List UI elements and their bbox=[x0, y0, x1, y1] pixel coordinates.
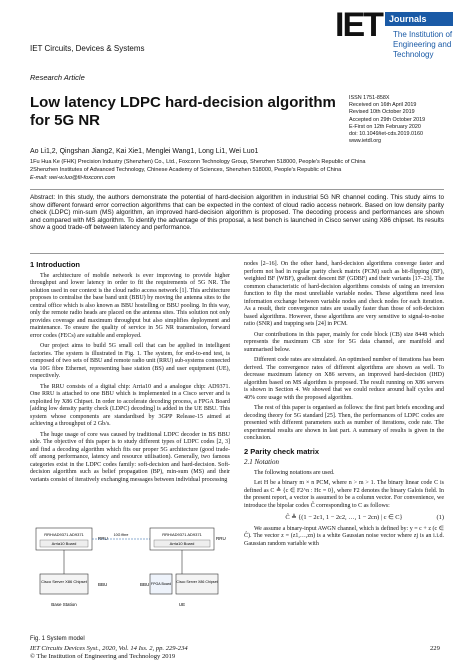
subsection-heading: 2.1 Notation bbox=[244, 458, 280, 466]
paragraph: nodes [2–16]. On the other hand, hard-decision algorithms converge faster and perform not bad in regular parity check matrix (PCM) such as bit-flipping (BF), weighted BF (WBF), gradient descent BF (GDBF) and their variants [17–23]. The common characteristic of hard-decision algorithms consists of using an inversion function to flip the most unreliable variable nodes. These algorithms need less information exchange between variable nodes and check nodes for each iteration. As a result, their convergence rates are usually faster than those of soft-decision based algorithms. However, these algorithms are very sensitive to signal-to-noise ratio (SNR) and trapping sets [24] in PCM. bbox=[244, 261, 444, 327]
bs-board-label: Arria10 Board bbox=[51, 541, 77, 546]
paragraph: The RRU consists of a digital chip: Arria10 and a analogue chip: AD9371. One RRU is attached to one BBU which is implemented in a Cisco server and is exploited by X86 Chipset. In order to accelerate decoding process, a FPGA Board [aiding low density parity check (LDPC) decoding] is added in the UE BBU. This system whose components are standardised by 3GPP Release-15 aimed at achieving a throughput of 2 Gb/s. bbox=[30, 383, 230, 427]
article-type: Research Article bbox=[30, 73, 85, 82]
paragraph: The following notations are used. bbox=[254, 469, 335, 476]
paragraph: Our project aims to build 5G small cell that can be applied in intelligent factories. The system is illustrated in Fig. 1. The system, for end-to-end test, is composed of two sets of BBU and remote radio unit (RRU) sub-systems connected via 10G fibre Ethernet, representing base station (BS) and user equipment (UE), respectively. bbox=[30, 343, 230, 379]
ue-server-label: Cisco Server X86 Chipset bbox=[176, 580, 218, 584]
footer-copyright: © The Institution of Engineering and Technology 2019 bbox=[30, 653, 176, 660]
affiliation: 2Shenzhen Institutes of Advanced Technology, Chinese Academy of Sciences, Shenzhen 518000, People's Republic of China bbox=[30, 166, 342, 173]
bs-server-label: Cisco Server X86 Chipset bbox=[41, 579, 87, 584]
footer-journal: IET Circuits Devices Syst., 2020, Vol. 14 Iss. 2, pp. 229-234 bbox=[30, 645, 188, 652]
bs-rru-label: RRU bbox=[98, 536, 108, 541]
iet-logo bbox=[335, 6, 453, 66]
section-heading: 1 Introduction bbox=[30, 260, 80, 269]
divider bbox=[30, 253, 444, 254]
paragraph: Let H be a binary m × n PCM, where n > m > 1. The binary linear code C is defined as C ≜ {c ∈ F2^n : Hc = 0}, where F2 denotes the binary Galois field. In the present report, a vector is assumed to be a column vector. For convenience, we introduce the bipolar codes Ĉ corresponding to C as follows: bbox=[244, 480, 444, 509]
journal-name: IET Circuits, Devices & Systems bbox=[30, 44, 145, 53]
meta-line: www.ietdl.org bbox=[349, 138, 382, 145]
affiliation: 1Fu Hua Ke (FHK) Precision Industry (Shenzhen) Co., Ltd., Foxconn Technology Group, Shenzhen 518000, People's Republic of China bbox=[30, 159, 366, 165]
email: E-mail: wei-w.luo@fii-foxconn.com bbox=[30, 174, 116, 181]
ue-rrh-label: RRH/AD9371 AD9371 bbox=[162, 532, 202, 537]
paragraph: The architecture of mobile network is ever improving to provide higher throughput and lower latency in order to fit the requirements of 5G NR. The solution used in our context is the cloud radio access network [1]. This architecture proposes to centralise the base band unit (BBU) by moving the antenna sites to the central office which is also known as BBU hostelling or BBU pooling. In this way, only the remote radio heads are placed on the antenna sites. This solution not only provides coverage and maximum throughput but also simplifies deployment and maintenance. To ensure the quality of service in 5G NR transmission, forward error codes (FECs) are suitable and employed. bbox=[30, 272, 230, 339]
meta-line: doi: 10.1049/iet-cds.2019.0160 bbox=[349, 131, 424, 138]
ue-rru-label: RRU bbox=[216, 536, 226, 541]
meta-line: Received on 16th April 2019 bbox=[349, 102, 417, 109]
equation bbox=[244, 514, 444, 522]
article-meta bbox=[349, 95, 425, 145]
divider bbox=[30, 189, 444, 190]
ue-bbu-label: BBU bbox=[140, 582, 150, 587]
affiliations bbox=[30, 159, 450, 182]
meta-line: Revised 10th October 2019 bbox=[349, 109, 415, 116]
paragraph: The huge usage of core was caused by traditional LDPC decoder in BS BBU side. The objective of this paper is to study different types of LDPC codes [2, 3] and find a decoding algorithm which fits our proper 5G architecture (good trade-off among performance, latency and resource utilisation). Generally, two famous categories exist in the LDPC codes family: soft-decision and hard-decision. Soft-decision algorithm such as belief propagation (BP), min-sum (MS) and their variants consist of iteratively exchanging messages between individual processing bbox=[30, 431, 230, 483]
logo-iet-text: IET bbox=[335, 6, 382, 44]
system-model-figure bbox=[30, 522, 230, 632]
author-list: Ao Li1,2, Qingshan Jiang2, Kai Xie1, Menglei Wang1, Long Li1, Wei Luo1 bbox=[30, 148, 259, 155]
abstract: Abstract: In this study, the authors demonstrate the potential of hard-decision algorithm in industrial 5G NR channel coding. This study aims to show different forward error correction algorithms that can be expected in the context of cloud radio access network. Based on low density parity check (LDPC) min-sum (MS) algorithm, an improved hard-decision algorithm is proposed. The decoding process and performances are shown and compared with MS algorithm. To identify the advantage of this proposal, a test bench is launched in Cisco server using X86 chipset. Its results show a good trade-off between latency and performance. bbox=[30, 194, 444, 232]
section-heading: 2 Parity check matrix bbox=[244, 446, 320, 456]
paragraph: The rest of this paper is organised as follows: the first part briefs encoding and decoding theory for 5G standard [25]. Then, the performances of LDPC codes are presented with different parameters such as number of iterations, code rate. The experimental results are shown in last part. A summary of results is given in the conclusion. bbox=[244, 405, 444, 441]
figure-caption: Fig. 1 System model bbox=[30, 636, 85, 642]
bs-rrh-label: RRH/AD9371 AD9371 bbox=[44, 532, 84, 537]
logo-journals-badge: Journals bbox=[385, 12, 453, 26]
ue-fpga-label: FPGA Board bbox=[150, 582, 172, 586]
left-column bbox=[30, 261, 230, 487]
bs-caption-label: Base Station bbox=[51, 602, 77, 607]
ue-board-label: Arria10 Board bbox=[169, 541, 195, 546]
footer-citation bbox=[30, 645, 188, 661]
ue-caption-label: UE bbox=[178, 602, 186, 607]
logo-institution: The Institution of Engineering and Technology bbox=[393, 30, 453, 59]
fibre-link-label: 10G fibre bbox=[113, 533, 129, 537]
meta-line: Accepted on 29th October 2019 bbox=[349, 116, 426, 123]
meta-line: E-First on 12th February 2020 bbox=[349, 123, 421, 130]
right-column bbox=[244, 261, 444, 551]
bs-bbu-label: BBU bbox=[98, 582, 108, 587]
paragraph: We assume a binary-input AWGN channel, which is defined by: y = c + z (c ∈ Ĉ). The vector z = (z1,…,zn) is a white Gaussian noise vector where zj is an i.i.d. Gaussian random variable with bbox=[244, 525, 444, 547]
page-number: 229 bbox=[430, 645, 440, 652]
meta-line: ISSN 1751-858X bbox=[349, 95, 390, 101]
equation-number: (1) bbox=[436, 514, 444, 521]
equation-body: Ĉ ≜ {(1 − 2c1, 1 − 2c2, …, 1 − 2cn) | c ∈ C} bbox=[285, 514, 403, 521]
paper-title: Low latency LDPC hard-decision algorithm for 5G NR bbox=[30, 94, 336, 129]
paragraph: Our contributions in this paper, mainly for code block (CB) size 8448 which represents the maximum CB size for 5G data channel, are manifold and summarised below. bbox=[244, 331, 444, 353]
paragraph: Different code rates are simulated. An optimised number of iterations has been derived. The convergence rates of different algorithms are shown as well. To decrease maximum latency on X86 servers, an improved hard-decision (IHD) algorithm based on MS algorithm is proposed. The result running on X86 servers is shown in Section 4. We showed that we could reduce around half cycles and 40% core usage with the proposed algorithm. bbox=[244, 357, 444, 401]
